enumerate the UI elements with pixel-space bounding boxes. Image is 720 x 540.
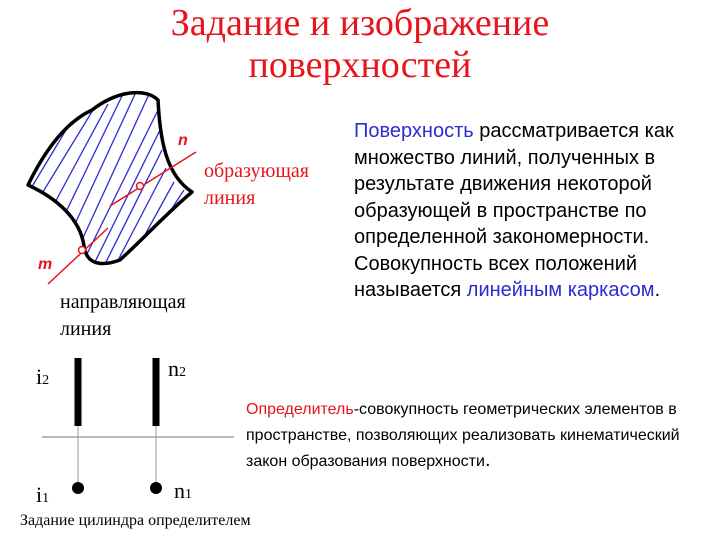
label-i1-subscript: 1 bbox=[42, 491, 50, 506]
title-line-2: поверхностей bbox=[248, 44, 472, 86]
generatrix-point bbox=[137, 183, 144, 190]
label-i1 bbox=[36, 482, 49, 508]
determinant-term: Определитель bbox=[246, 401, 354, 418]
label-i2 bbox=[36, 364, 49, 390]
label-i1-letter: i bbox=[36, 482, 43, 507]
label-n1 bbox=[174, 478, 192, 504]
label-n2 bbox=[168, 356, 186, 382]
surface-term: Поверхность bbox=[354, 120, 474, 142]
surface-definition-text bbox=[354, 118, 720, 304]
generatrix-label bbox=[204, 158, 309, 212]
label-n2-subscript: 2 bbox=[179, 365, 186, 380]
directrix-label bbox=[60, 289, 186, 343]
label-n: n bbox=[178, 132, 188, 149]
cylinder-caption: Задание цилиндра определителем bbox=[20, 512, 251, 529]
title-line-1: Задание и изображение bbox=[170, 2, 550, 44]
label-n1-subscript: 1 bbox=[185, 487, 192, 502]
linear-frame-term: линейным каркасом bbox=[466, 279, 655, 301]
directrix-label-line-1: направляющая bbox=[60, 291, 186, 313]
directrix-line-m bbox=[48, 228, 108, 284]
n1-point bbox=[150, 482, 162, 494]
directrix-point bbox=[79, 247, 86, 254]
generatrix-label-line-2: линия bbox=[204, 187, 256, 209]
surface-definition-body: рассматривается как множество линий, полученных в результате движения некоторой образующей в пространстве по определенной закономерности. Совокупность всех положений называется bbox=[354, 120, 674, 301]
determinant-definition-body: -совокупность геометрических элементов в пространстве, позволяющих реализовать кинематический закон образования поверхности bbox=[246, 401, 680, 470]
generatrix-label-line-1: образующая bbox=[204, 160, 309, 182]
determinant-definition-end: . bbox=[484, 449, 491, 471]
label-i2-subscript: 2 bbox=[42, 373, 50, 388]
label-i2-letter: i bbox=[36, 364, 43, 389]
directrix-label-line-2: линия bbox=[60, 318, 112, 340]
label-m: m bbox=[38, 256, 53, 273]
i1-point bbox=[72, 482, 84, 494]
label-n2-letter: n bbox=[168, 356, 179, 381]
label-n1-letter: n bbox=[174, 478, 185, 503]
surface-definition-end: . bbox=[654, 279, 661, 301]
determinant-definition-text bbox=[246, 397, 720, 475]
